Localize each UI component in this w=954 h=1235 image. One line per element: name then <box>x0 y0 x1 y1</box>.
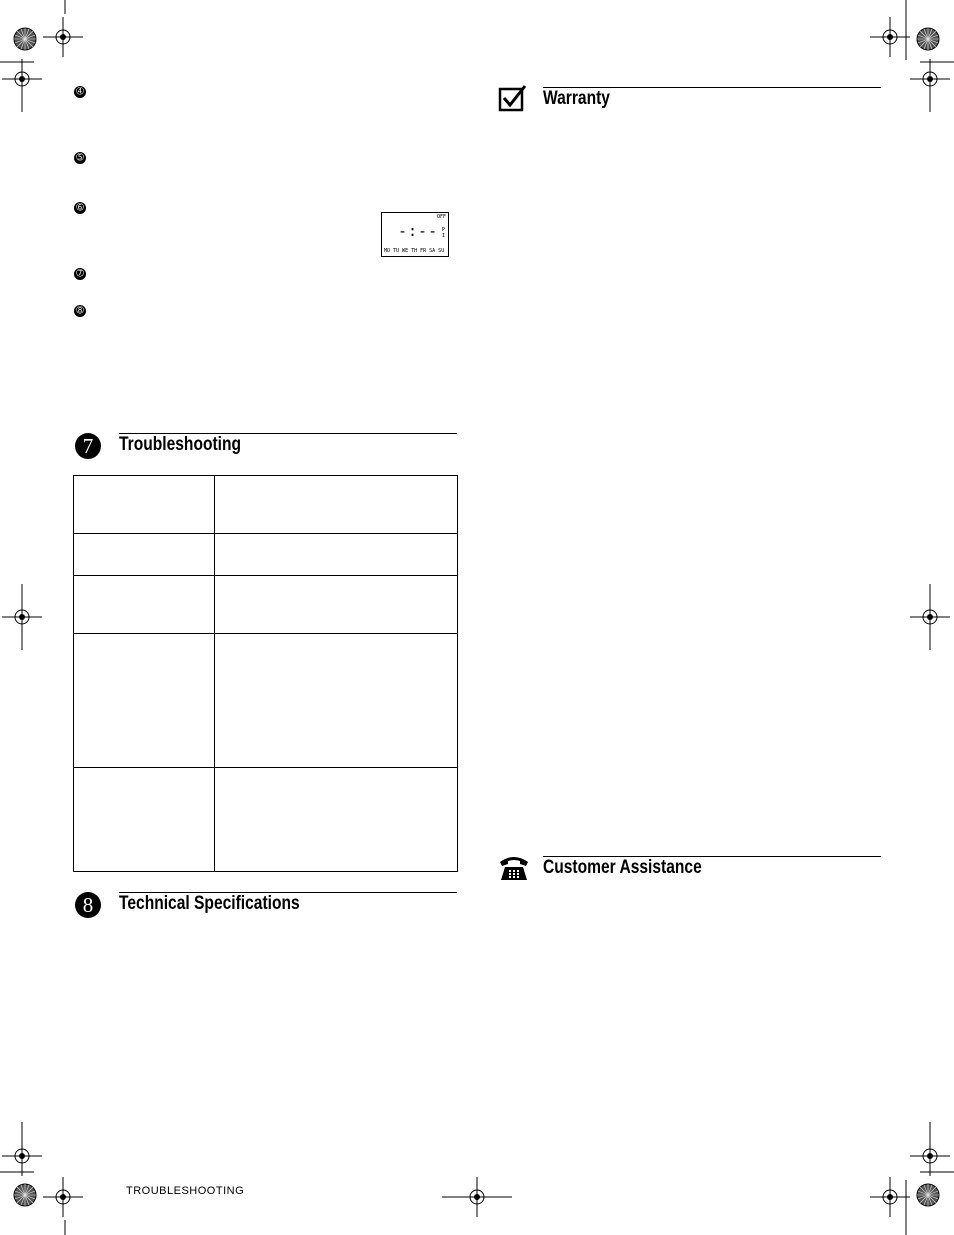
section-number-troubleshooting: 7 <box>75 433 101 459</box>
table-row <box>74 634 458 768</box>
step-number-8: ➇ <box>74 305 86 317</box>
step-number-7: ➆ <box>74 268 86 280</box>
lcd-pm-bottom: I <box>441 233 445 239</box>
table-cell-problem <box>74 476 215 534</box>
page-footer-label: TROUBLESHOOTING <box>126 1185 245 1197</box>
lcd-display <box>381 212 449 257</box>
table-cell-problem <box>74 768 215 872</box>
step-number-6: ➅ <box>74 202 86 214</box>
table-cell-solution <box>215 576 458 634</box>
step-number-4: ➃ <box>74 86 86 98</box>
table-row <box>74 534 458 576</box>
section-title-troubleshooting: Troubleshooting <box>119 434 242 455</box>
table-cell-solution <box>215 534 458 576</box>
lcd-program-indicator <box>442 227 445 239</box>
section-title-customer-assistance: Customer Assistance <box>543 857 702 878</box>
section-number-technical-specifications: 8 <box>75 892 101 918</box>
lcd-time: -:-- <box>398 222 439 240</box>
table-row <box>74 768 458 872</box>
section-title-warranty: Warranty <box>543 88 610 109</box>
telephone-icon <box>498 854 530 882</box>
table-cell-solution <box>215 476 458 534</box>
lcd-days: MO TU WE TH FR SA SU <box>384 248 445 254</box>
step-number-5: ➄ <box>74 152 86 164</box>
lcd-off-label: OFF <box>436 214 446 220</box>
table-cell-solution <box>215 634 458 768</box>
troubleshooting-table <box>73 475 458 872</box>
table-cell-problem <box>74 534 215 576</box>
table-row <box>74 476 458 534</box>
table-cell-problem <box>74 576 215 634</box>
section-title-technical-specifications: Technical Specifications <box>119 893 300 914</box>
checkbox-check-icon <box>498 84 528 112</box>
table-row <box>74 576 458 634</box>
table-cell-solution <box>215 768 458 872</box>
lcd-pm-top: P <box>441 227 445 233</box>
table-cell-problem <box>74 634 215 768</box>
